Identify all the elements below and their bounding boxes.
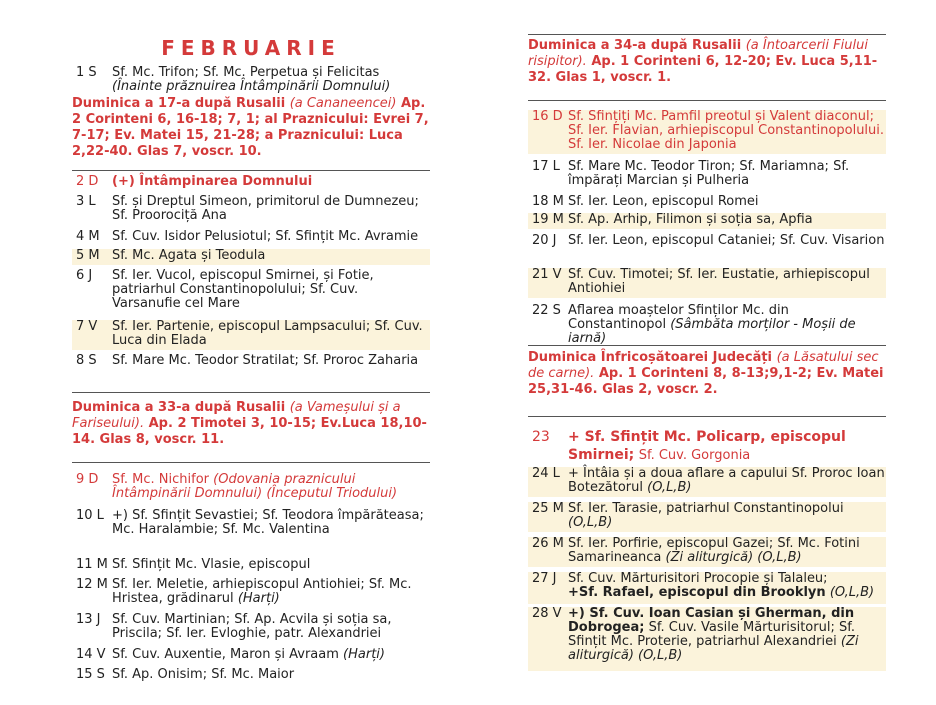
divider [528,345,886,346]
saint-text: Sf. Ier. Tarasie, patriarhul Constantinopolui [568,501,844,516]
saint-note: (Odovania praznicului Întâmpinării Domnului) (Începutul Triodului) [112,472,398,501]
divider [528,34,886,35]
day-label: 4 M [76,229,100,244]
saint-note: (O,L,B) [829,585,875,600]
divider [528,100,886,101]
sunday-reading: Duminica a 33-a după Rusalii (a Vameșului și a Fariseului). Ap. 2 Timotei 3, 10-15; Ev.Luca 18,10-14. Glas 8, voscr. 11. [72,400,427,447]
saint-text: Sf. Ap. Onisim; Sf. Mc. Maior [112,667,295,682]
saint-text: +) Sf. Sfințit Sevastiei; Sf. Teodora împărăteasa; Mc. Haralambie; Sf. Mc. Valentina [112,508,424,537]
day-row [72,249,430,265]
saint-text: + Sf. Sfințit Mc. Policarp, episcopul Smirnei; [568,429,846,463]
saint-note: (Zi aliturgică) (O,L,B) [568,634,859,663]
saint-text: Sf. Cuv. Gorgonia [638,448,751,463]
divider [528,416,886,417]
saint-text: Sf. Mare Mc. Teodor Tiron; Sf. Mariamna; Sf. împărați Marcian și Pulheria [568,159,850,188]
saint-text: Sf. Ier. Leon, episcopul Cataniei; Sf. Cuv. Visarion [568,233,885,248]
day-row [72,320,430,350]
saint-text: Aflarea moaștelor Sfinților Mc. din Constantinopol [568,303,789,332]
day-row [528,537,886,567]
saint-text: Sf. Cuv. Martinian; Sf. Ap. Acvila și soția sa, Priscila; Sf. Ier. Evloghie, patr. Alexandriei [112,612,392,641]
day-label: 22 S [532,303,561,318]
day-label: 28 V [532,606,562,621]
saint-text: Sf. Sfințiți Mc. Pamfil preotul și Valent diaconul; Sf. Ier. Flavian, arhiepiscopul Constantinopolului. Sf. Ier. Nicolae din Japonia [568,109,885,152]
divider [72,170,430,171]
day-row-feast [528,110,886,154]
saint-text: Sf. Ier. Partenie, episcopul Lampsacului; Sf. Cuv. Luca din Elada [112,319,423,348]
saint-text: Sf. Mare Mc. Teodor Stratilat; Sf. Proroc Zaharia [112,353,419,368]
day-label: 8 S [76,353,97,368]
day-label: 20 J [532,233,557,248]
day-label: 1 S [76,65,97,80]
day-label: 13 J [76,612,101,627]
saint-note: (Zi aliturgică) (O,L,B) [665,550,802,565]
saint-text: Sf. Ier. Meletie, arhiepiscopul Antiohiei; Sf. Mc. Hristea, grădinarul [112,577,412,606]
saint-text: (+) Întâmpinarea Domnului [112,174,313,189]
saint-text: Sf. Cuv. Auxentie, Maron și Avraam [112,647,339,662]
sunday-reading: Duminica a 17-a după Rusalii (a Cananeencei) Ap. 2 Corinteni 6, 16-18; 7, 1; al Praznicului: Evrei 7, 7-17; Ev. Matei 15, 21-28; a Praznicului: Luca 2,22-40. Glas 7, voscr. 10. [72,96,429,159]
day-label: 11 M [76,557,108,572]
saint-text: Sf. Mc. Agata și Teodula [112,248,266,263]
day-label: 25 M [532,501,564,516]
saint-text: Sf. Mc. Trifon; Sf. Mc. Perpetua și Felicitas (Înainte prăznuirea Întâmpinării Domnului) [112,65,391,94]
saint-note: (O,L,B) [568,515,613,530]
saint-text: Sf. Ier. Porfirie, episcopul Gazei; Sf. Mc. Fotini Samarineanca [568,536,860,565]
day-label: 19 M [532,212,564,227]
saint-text: Sf. Cuv. Mărturisitori Procopie și Talaleu; [568,571,828,586]
saint-text: Sf. Ier. Leon, episcopul Romei [568,194,759,209]
saint-text: + Întâia și a doua aflare a capului Sf. Proroc Ioan Botezătorul [568,466,885,495]
saint-note: (Harți) [237,591,280,606]
saint-text: Sf. Sfințit Mc. Vlasie, episcopul [112,557,311,572]
saint-text: Sf. Mc. Nichifor [112,472,209,487]
saint-text: Sf. Cuv. Timotei; Sf. Ier. Eustatie, arhiepiscopul Antiohiei [568,267,870,296]
day-row [528,268,886,298]
sunday-reading: Duminica Înfricoșătoarei Judecăți (a Lăsatului sec de carne). Ap. 1 Corinteni 8, 8-13;9,1-2; Ev. Matei 25,31-46. Glas 2, voscr. 2. [528,350,884,397]
saint-text: Sf. Ier. Vucol, episcopul Smirnei, și Fotie, patriarhul Constantinopolului; Sf. Cuv. Varsanufie cel Mare [112,268,374,311]
divider [72,462,430,463]
saint-note: (Harți) [343,647,385,662]
day-row [528,467,886,497]
day-label: 6 J [76,268,93,283]
day-label: 18 M [532,194,564,209]
saint-text: Sf. Cuv. Isidor Pelusiotul; Sf. Sfințit Mc. Avramie [112,229,419,244]
saint-note: (Sâmbăta morților - Moșii de iarnă) [568,317,856,346]
saint-text: Sf. Cuv. Vasile Mărturisitorul; Sf. Sfințit Mc. Proterie, patriarhul Alexandriei [568,620,855,649]
day-label: 14 V [76,647,106,662]
day-row [528,213,886,229]
day-label: 16 D [532,109,563,124]
day-label: 9 D [76,472,99,487]
day-label: 3 L [76,194,96,209]
saint-text: Sf. și Dreptul Simeon, primitorul de Dumnezeu; Sf. Proorociță Ana [112,194,419,223]
day-label: 17 L [532,159,560,174]
day-row [528,502,886,532]
day-label: 5 M [76,248,100,263]
day-label: 7 V [76,319,98,334]
saint-note: (Înainte prăznuirea Întâmpinării Domnului) [112,79,391,94]
day-label: 21 V [532,267,562,282]
day-label: 23 [532,429,550,445]
saint-text: +) Sf. Cuv. Ioan Casian și Gherman, din Dobrogea; [568,606,855,635]
saint-text: +Sf. Rafael, episcopul din Brooklyn [568,585,826,600]
day-label: 15 S [76,667,105,682]
day-label: 27 J [532,571,557,586]
day-row [528,607,886,671]
sunday-reading: Duminica a 34-a după Rusalii (a Întoarcerii Fiului risipitor). Ap. 1 Corinteni 6, 12-20; Ev. Luca 5,11-32. Glas 1, voscr. 1. [528,38,878,85]
day-label: 24 L [532,466,560,481]
month-title: FEBRUARIE [161,36,341,60]
day-label: 10 L [76,508,104,523]
saint-text: Sf. Ap. Arhip, Filimon și soția sa, Apfia [568,212,813,227]
day-label: 26 M [532,536,564,551]
day-label: 12 M [76,577,108,592]
day-label: 2 D [76,174,99,189]
saint-note: (O,L,B) [647,480,692,495]
divider [72,392,430,393]
day-row [528,572,886,604]
